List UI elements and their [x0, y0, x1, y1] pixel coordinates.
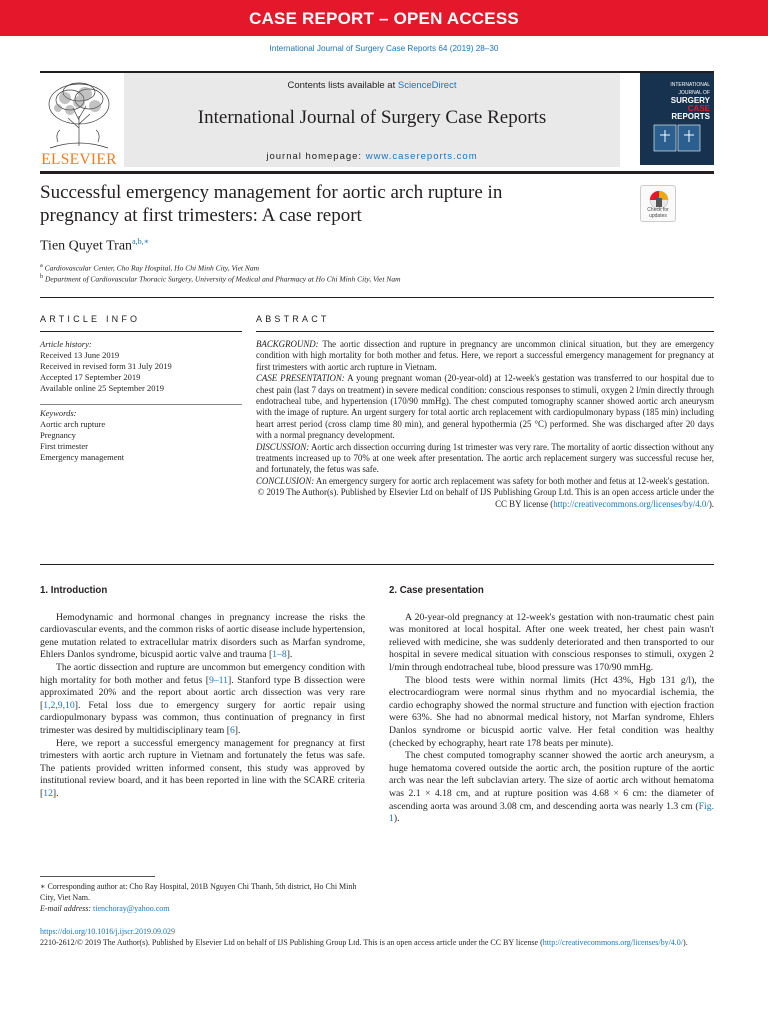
contents-line — [124, 80, 620, 91]
paragraph: The blood tests were within normal limits (Hct 43%, Hgb 131 g/l), the electrocardiogram were normal sinus rhythm and no myocardial ischemia, the cardio echography showed the normal structure and function with ejection fraction were 63%. She had no abnormal medical history, not Marfan syndrome, Ehlers Danlos syndrome or bicuspid aortic valve. Her fetal condition was healthy (checked by echography, heart rate 178 beats per minute). — [389, 674, 714, 749]
citation-link[interactable]: 12 — [43, 787, 53, 799]
history-item: Available online 25 September 2019 — [40, 383, 165, 393]
journal-cover-thumbnail[interactable] — [640, 73, 714, 165]
paragraph: A 20-year-old pregnancy at 12-week's gestation with non-traumatic chest pain was monitored at local hospital. After one week treated, her chest pain wasn't relieved with medicine, she was suddenly deteriorated and then transported to our hospital in severe medical situation with conscious responses to stimuli, oxygen 2 l/min through endotracheal tube, blood pressure was 170/90 mmHg. — [389, 611, 714, 673]
keywords — [40, 408, 124, 463]
email-line — [40, 903, 370, 914]
citation-link[interactable]: 1,2,9,10 — [43, 699, 75, 711]
cover-line: SURGERY — [670, 96, 710, 105]
sciencedirect-link[interactable]: ScienceDirect — [397, 80, 457, 91]
keyword[interactable]: First trimester — [40, 441, 88, 451]
doi-link[interactable]: https://doi.org/10.1016/j.ijscr.2019.09.029 — [40, 927, 175, 936]
affiliation-a — [40, 262, 259, 273]
title-line: pregnancy at first trimesters: A case report — [40, 205, 362, 226]
affiliation-mark: b — [40, 273, 44, 280]
paragraph-text: ]. Stanford type B dissection were approximated 20% and the report about aortic arch dissection was very rare [ — [40, 674, 365, 711]
copyright-text: © 2019 The Author(s). Published by Elsevier Ltd on behalf of IJS Publishing Group Ltd. This is an open access article under the CC BY license ( — [257, 487, 714, 509]
section-heading: 1. Introduction — [40, 585, 108, 596]
divider — [40, 297, 714, 298]
affiliation-text: Cardiovascular Center, Cho Ray Hospital, Ho Chi Minh City, Viet Nam — [42, 263, 260, 273]
paragraph-text: The chest computed tomography scanner showed the aortic arch aneurysm, a huge hematoma covered outside the aortic arch, the position rupture of the aortic arch was near the left subclavian artery. The size of aortic arch without hematoma was 2.1 × 4.18 cm, and at rupture position was 4.68 × 6 cm: the diameter of ascending aorta was around 3.08 cm, and descending aorta was nearly 1.3 cm ( — [389, 750, 714, 812]
paragraph — [40, 612, 365, 662]
introduction-section — [40, 585, 365, 801]
cover-line: REPORTS — [671, 112, 710, 121]
journal-title: International Journal of Surgery Case Reports — [197, 107, 547, 128]
paragraph-text: Hemodynamic and hormonal changes in pregnancy increase the risks the cardiovascular events, and the common risks of aortic disease include hypertension, gene mutation related to extracellular matrix disorders such as Marfan syndrome, Ehlers Danlos syndrome, bicuspid aortic valve and trauma [ — [40, 611, 365, 661]
title-line: Successful emergency management for aortic arch rupture in — [40, 182, 503, 203]
paragraph — [389, 750, 714, 826]
paragraph — [40, 738, 365, 801]
author-line — [40, 237, 149, 255]
author-affiliation-marks[interactable]: a,b,∗ — [132, 237, 150, 246]
article-title — [40, 181, 620, 227]
open-access-banner: CASE REPORT – OPEN ACCESS — [0, 0, 768, 36]
footnote-text: ∗ Corresponding author at: Cho Ray Hospital, 201B Nguyen Chi Thanh, 5th district, Ho Chi Minh City, Viet Nam. — [40, 882, 357, 902]
corresponding-author-footnote — [40, 881, 370, 914]
history-item: Received 13 June 2019 — [40, 350, 120, 360]
paragraph-text: The aortic dissection and rupture are uncommon but emergency condition with high mortality for both mother and fetus [ — [40, 661, 365, 686]
license-link[interactable]: http://creativecommons.org/licenses/by/4.0/ — [542, 938, 684, 947]
article-info-heading: ARTICLE INFO — [40, 314, 141, 324]
homepage-prefix: journal homepage: — [266, 151, 366, 162]
contents-prefix: Contents lists available at — [287, 80, 398, 91]
abstract-body — [256, 339, 714, 510]
article-history — [40, 339, 172, 394]
license-line — [40, 937, 714, 948]
abstract-case — [256, 373, 714, 441]
abstract-label: DISCUSSION: — [256, 441, 310, 452]
divider — [40, 331, 242, 332]
email-label: E-mail address: — [40, 904, 94, 913]
history-item: Received in revised form 31 July 2019 — [40, 361, 172, 371]
divider — [256, 331, 714, 332]
affiliation-text: Department of Cardiovascular Thoracic Surgery, University of Medical and Pharmacy at Ho Chi Minh City, Viet Nam — [43, 274, 401, 284]
paragraph-text: Here, we report a successful emergency management for pregnancy at first trimesters with aortic arch rupture in Vietnam and fortunately the fetus was safe. The patients provided written informed consent, this study was approved by institutional review board, and it has been reported in line with the SCARE criteria [ — [40, 737, 365, 799]
case-presentation-section — [389, 585, 714, 826]
keywords-label: Keywords: — [40, 408, 77, 418]
footnote-rule — [40, 876, 155, 877]
abstract-label: BACKGROUND: — [256, 339, 319, 349]
author-name[interactable]: Tien Quyet Tran — [40, 238, 133, 254]
citation-link[interactable]: 1–8 — [272, 649, 287, 661]
affiliation-b — [40, 273, 401, 284]
abstract-text: The aortic dissection and rupture in pregnancy are uncommon clinical situation, but they are emergency condition with high mortality for both mother and fetus. Here, we report a successful emergency management for pregnancy at first trimesters with aortic arch rupture in Vietnam. — [256, 339, 714, 372]
license-end: ). — [683, 938, 688, 947]
page-footer — [40, 926, 714, 948]
abstract-copyright — [256, 487, 714, 510]
abstract-background — [256, 339, 714, 373]
journal-citation[interactable]: International Journal of Surgery Case Reports 64 (2019) 28–30 — [269, 44, 499, 53]
figure-link[interactable]: Fig. 1 — [389, 800, 714, 825]
paragraph — [40, 662, 365, 738]
citation-link[interactable]: 9–11 — [208, 674, 228, 686]
keyword[interactable]: Aortic arch rupture — [40, 419, 106, 429]
abstract-text: An emergency surgery for aortic arch replacement was safety for both mother and fetus at 12-week's gestation. — [314, 475, 710, 486]
license-link[interactable]: http://creativecommons.org/licenses/by/4.0/ — [553, 498, 709, 509]
crossmark-label-line: updates — [649, 212, 667, 219]
journal-homepage — [124, 151, 620, 162]
keyword[interactable]: Pregnancy — [40, 430, 76, 440]
cover-emblem-icon — [640, 73, 714, 165]
cover-line: CASE — [687, 104, 710, 113]
crossmark-label-line: Check for — [647, 207, 669, 213]
divider — [40, 564, 714, 565]
citation-link[interactable]: 6 — [229, 724, 235, 736]
section-heading: 2. Case presentation — [389, 585, 484, 596]
abstract-label: CASE PRESENTATION: — [256, 373, 345, 384]
header-rule-bottom — [40, 171, 714, 174]
email-link[interactable]: tienchoray@yahoo.com — [93, 904, 170, 913]
paragraph-text: ]. Fetal loss due to emergency surgery for aortic repair using cardiopulmonary bypass was common, thus continuation of pregnancy in first trimester was desired by multidisciplinary team [ — [40, 699, 365, 736]
keyword[interactable]: Emergency management — [40, 452, 125, 462]
history-label: Article history: — [40, 339, 92, 349]
paragraph-text: ]. — [234, 724, 241, 736]
license-text: 2210-2612/© 2019 The Author(s). Published by Elsevier Ltd on behalf of IJS Publishing Group Ltd. This is an open access article under the CC BY license ( — [40, 938, 543, 947]
cover-line: JOURNAL OF — [678, 90, 710, 96]
copyright-end: ). — [708, 498, 714, 509]
paragraph-text: ]. — [286, 649, 293, 661]
history-item: Accepted 17 September 2019 — [40, 372, 141, 382]
divider — [40, 404, 242, 405]
affiliation-mark: a — [40, 262, 43, 269]
cover-line: INTERNATIONAL — [670, 82, 710, 88]
abstract-discussion — [256, 442, 714, 476]
check-for-updates-button[interactable] — [640, 185, 676, 222]
abstract-text: A young pregnant woman (20-year-old) at 12-week's gestation was transferred to our hospital due to chest pain (last 7 days on treatment) in severe medical condition: conscious responses to stimuli, oxygen 2 l/min directly through endotracheal tube, and hypertension (170/90 mmHg). The chest computed tomography scanner showed aortic arch aneurysm with the image of rupture. An urgent surgery for total aortic arch replacement with cardiopulmonary bypass (185 min) including heart arrest period (cross clamp time 80 min), and general hypothermia (25 °C) performed. She was discharged after 20 days with a normal pregnancy development. — [256, 373, 714, 441]
crossmark-label — [641, 208, 675, 219]
abstract-label: CONCLUSION: — [256, 475, 315, 486]
paragraph-text: ]. — [52, 787, 59, 799]
paragraph-text: ). — [393, 813, 400, 825]
homepage-link[interactable]: www.casereports.com — [365, 151, 478, 162]
abstract-conclusion — [256, 476, 714, 487]
abstract-text: Aortic arch dissection occurring during 1st trimester was very rare. The mortality of aortic dissection without any treatments increased up to 70% at one week after presentation. The aortic arch replacement surgery was successful recuse her, and fortunately, the fetus was safe. — [256, 441, 714, 475]
abstract-heading: ABSTRACT — [256, 314, 330, 324]
publisher-wordmark[interactable]: ELSEVIER — [41, 151, 117, 168]
